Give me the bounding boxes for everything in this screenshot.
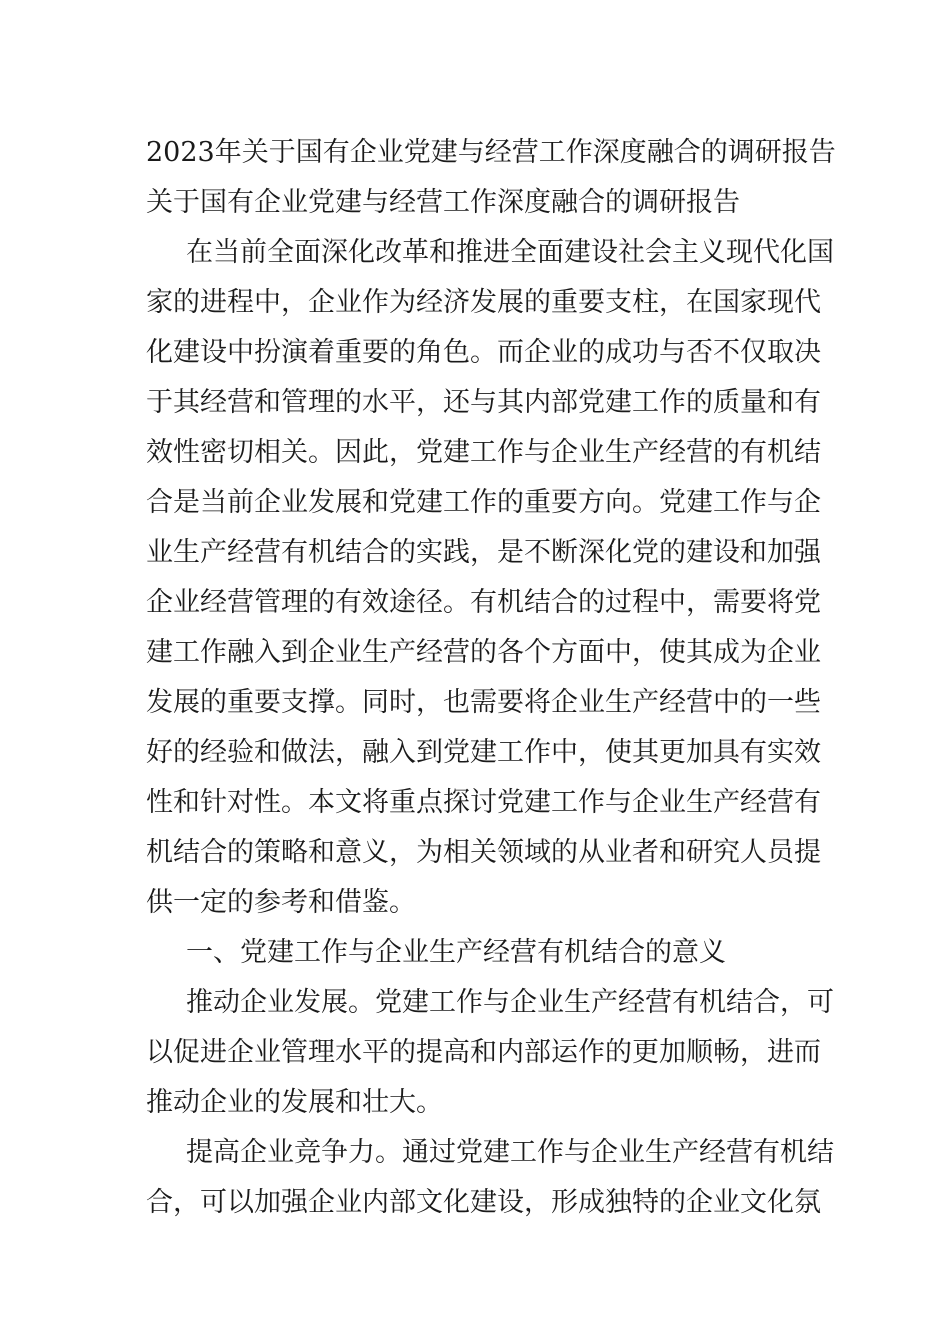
paragraph-line: 合是当前企业发展和党建工作的重要方向。党建工作与企 bbox=[146, 487, 821, 518]
paragraph-line: 建工作融入到企业生产经营的各个方面中，使其成为企业 bbox=[146, 637, 821, 668]
section-heading: 一、党建工作与企业生产经营有机结合的意义 bbox=[186, 937, 726, 968]
paragraph-line: 发展的重要支撑。同时，也需要将企业生产经营中的一些 bbox=[146, 687, 821, 718]
paragraph-line: 推动企业的发展和壮大。 bbox=[146, 1087, 443, 1118]
document-body bbox=[146, 128, 836, 1228]
paragraph-line: 性和针对性。本文将重点探讨党建工作与企业生产经营有 bbox=[146, 787, 821, 818]
paragraph-competitiveness bbox=[146, 1128, 834, 1228]
paragraph-line: 推动企业发展。党建工作与企业生产经营有机结合，可 bbox=[186, 987, 834, 1018]
document-subtitle: 关于国有企业党建与经营工作深度融合的调研报告 bbox=[146, 187, 740, 218]
paragraph-line: 化建设中扮演着重要的角色。而企业的成功与否不仅取决 bbox=[146, 337, 821, 368]
paragraph-line: 以促进企业管理水平的提高和内部运作的更加顺畅，进而 bbox=[146, 1037, 821, 1068]
paragraph-line: 业生产经营有机结合的实践，是不断深化党的建设和加强 bbox=[146, 537, 821, 568]
paragraph-line: 于其经营和管理的水平，还与其内部党建工作的质量和有 bbox=[146, 387, 821, 418]
document-title: 2023年关于国有企业党建与经营工作深度融合的调研报告 bbox=[146, 137, 836, 168]
paragraph-line: 机结合的策略和意义，为相关领域的从业者和研究人员提 bbox=[146, 837, 821, 868]
paragraph-line: 提高企业竞争力。通过党建工作与企业生产经营有机结 bbox=[186, 1137, 834, 1168]
paragraph-line: 在当前全面深化改革和推进全面建设社会主义现代化国 bbox=[186, 237, 834, 268]
paragraph-line: 供一定的参考和借鉴。 bbox=[146, 887, 416, 918]
paragraph-line: 效性密切相关。因此，党建工作与企业生产经营的有机结 bbox=[146, 437, 821, 468]
paragraph-line: 家的进程中，企业作为经济发展的重要支柱，在国家现代 bbox=[146, 287, 821, 318]
paragraph-line: 好的经验和做法，融入到党建工作中，使其更加具有实效 bbox=[146, 737, 821, 768]
paragraph-intro bbox=[146, 228, 834, 928]
paragraph-line: 企业经营管理的有效途径。有机结合的过程中，需要将党 bbox=[146, 587, 821, 618]
paragraph-line: 合，可以加强企业内部文化建设，形成独特的企业文化氛 bbox=[146, 1187, 821, 1218]
paragraph-promote-development bbox=[146, 978, 834, 1128]
